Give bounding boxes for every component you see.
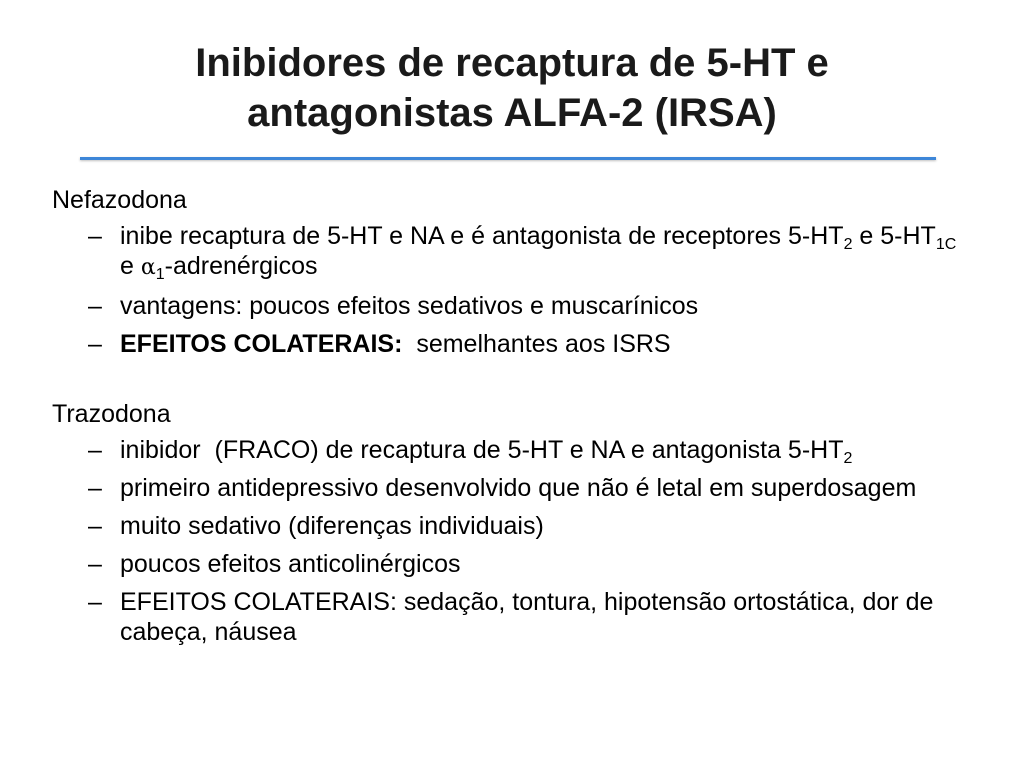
title-underline (80, 157, 936, 160)
dash-bullet: – (88, 512, 102, 540)
dash-bullet: – (88, 436, 102, 464)
item-text: semelhantes aos ISRS (402, 330, 671, 358)
item-text: e (120, 252, 141, 280)
list-item (52, 511, 972, 541)
list-item (52, 473, 972, 503)
trazodona-list (52, 435, 972, 647)
slide-body (52, 185, 972, 655)
nefazodona-list (52, 221, 972, 359)
title-line-1: Inibidores de recaptura de 5-HT e (195, 41, 829, 85)
subscript: 2 (843, 450, 853, 467)
item-text: poucos efeitos anticolinérgicos (120, 550, 461, 578)
item-text: -adrenérgicos (164, 252, 318, 280)
dash-bullet: – (88, 222, 102, 250)
dash-bullet: – (88, 292, 102, 320)
list-item (52, 549, 972, 579)
dash-bullet: – (88, 550, 102, 578)
subscript: 1 (155, 266, 165, 283)
item-text: muito sedativo (diferenças individuais) (120, 512, 544, 540)
list-item (52, 587, 972, 647)
item-text: EFEITOS COLATERAIS: sedação, tontura, hipotensão ortostática, dor de cabeça, náusea (120, 588, 934, 646)
subscript: 1C (935, 236, 957, 253)
item-text: e 5-HT (852, 222, 936, 250)
title-line-2: antagonistas ALFA-2 (IRSA) (247, 91, 777, 135)
item-text: inibidor (FRACO) de recaptura de 5-HT e NA e antagonista 5-HT (120, 436, 844, 464)
list-item (52, 221, 972, 283)
list-item (52, 329, 972, 359)
list-item (52, 435, 972, 465)
item-text: inibe recaptura de 5-HT e NA e é antagonista de receptores 5-HT (120, 222, 844, 250)
dash-bullet: – (88, 330, 102, 358)
section-heading-nefazodona: Nefazodona (52, 186, 187, 214)
dash-bullet: – (88, 474, 102, 502)
slide-title (0, 38, 1024, 138)
subscript: 2 (843, 236, 853, 253)
item-text: primeiro antidepressivo desenvolvido que não é letal em superdosagem (120, 474, 917, 502)
item-text: vantagens: poucos efeitos sedativos e muscarínicos (120, 292, 699, 320)
list-item (52, 291, 972, 321)
alpha-symbol: α (140, 255, 156, 280)
section-heading-trazodona: Trazodona (52, 400, 171, 428)
dash-bullet: – (88, 588, 102, 616)
item-bold-label: EFEITOS COLATERAIS: (120, 330, 403, 358)
